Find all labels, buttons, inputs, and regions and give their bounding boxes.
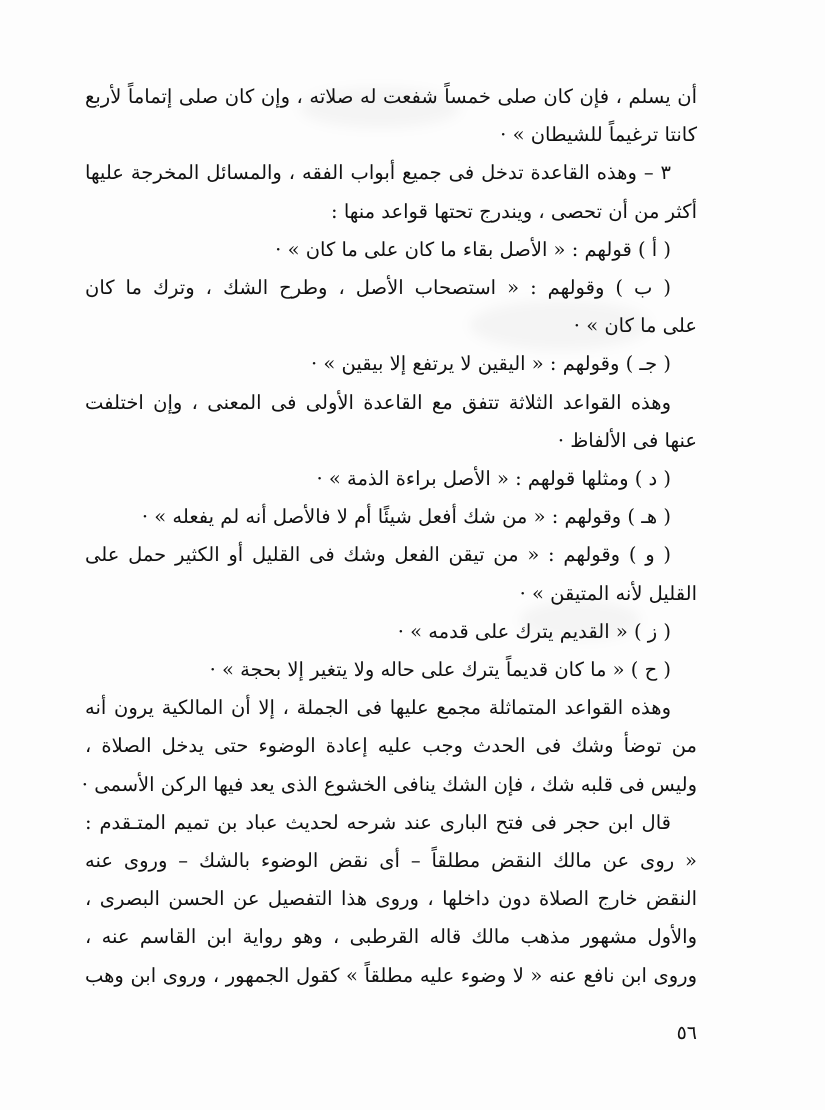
- text-line: والأول مشهور مذهب مالك قاله القرطبى ، وهو رواية ابن القاسم عنه ،: [85, 925, 697, 949]
- text-line: عنها فى الألفاظ ·: [557, 428, 697, 452]
- body-text: [81, 78, 697, 995]
- text-line: أكثر من أن تحصى ، ويندرج تحتها قواعد منها :: [331, 199, 697, 223]
- text-line: « روى عن مالك النقض مطلقاً – أى نقض الوضوء بالشك – وروى عنه: [85, 849, 697, 873]
- rule-item-h: ( ح ) « ما كان قديماً يترك على حاله ولا يتغير إلا بحجة » ·: [209, 658, 671, 682]
- page-number: ٥٦: [676, 1022, 697, 1044]
- paragraph-start-line: وهذه القواعد الثلاثة تتفق مع القاعدة الأولى فى المعنى ، وإن اختلفت: [85, 390, 671, 414]
- text-line: النقض خارج الصلاة دون داخلها ، وروى هذا التفصيل عن الحسن البصرى ،: [85, 887, 697, 911]
- rule-item-a: ( أ ) قولهم : « الأصل بقاء ما كان على ما كان » ·: [275, 237, 671, 261]
- text-line: وروى ابن نافع عنه « لا وضوء عليه مطلقاً » كقول الجمهور ، وروى ابن وهب: [85, 963, 697, 987]
- rule-item-e: ( هـ ) وقولهم : « من شك أفعل شيئًا أم لا فالأصل أنه لم يفعله » ·: [141, 505, 671, 529]
- rule-item-c: ( جـ ) وقولهم : « اليقين لا يرتفع إلا بيقين » ·: [311, 352, 671, 376]
- text-line: كانتا ترغيماً للشيطان » ·: [500, 123, 697, 147]
- rule-item-g: ( ز ) « القديم يترك على قدمه » ·: [397, 619, 671, 643]
- paragraph-start-line: وهذه القواعد المتماثلة مجمع عليها فى الجملة ، إلا أن المالكية يرون أنه: [85, 696, 671, 720]
- text-line: وليس فى قلبه شك ، فإن الشك ينافى الخشوع الذى يعد فيها الركن الأسمى ·: [81, 772, 697, 796]
- rule-item-b: ( ب ) وقولهم : « استصحاب الأصل ، وطرح الشك ، وترك ما كان: [85, 276, 671, 300]
- text-line: من توضأ وشك فى الحدث وجب عليه إعادة الوضوء حتى يدخل الصلاة ،: [85, 734, 697, 758]
- text-line: أن يسلم ، فإن كان صلى خمساً شفعت له صلاته ، وإن كان صلى إتماماً لأربع: [85, 85, 697, 108]
- rule-item-f: ( و ) وقولهم : « من تيقن الفعل وشك فى القليل أو الكثير حمل على: [85, 543, 671, 567]
- text-line: القليل لأنه المتيقن » ·: [519, 581, 697, 605]
- paragraph-start-line: قال ابن حجر فى فتح البارى عند شرحه لحديث عباد بن تميم المتـقدم :: [85, 810, 671, 834]
- text-line: على ما كان » ·: [573, 314, 697, 338]
- paragraph-start-line: ٣ – وهذه القاعدة تدخل فى جميع أبواب الفقه ، والمسائل المخرجة عليها: [85, 161, 671, 185]
- rule-item-d: ( د ) ومثلها قولهم : « الأصل براءة الذمة » ·: [316, 467, 671, 491]
